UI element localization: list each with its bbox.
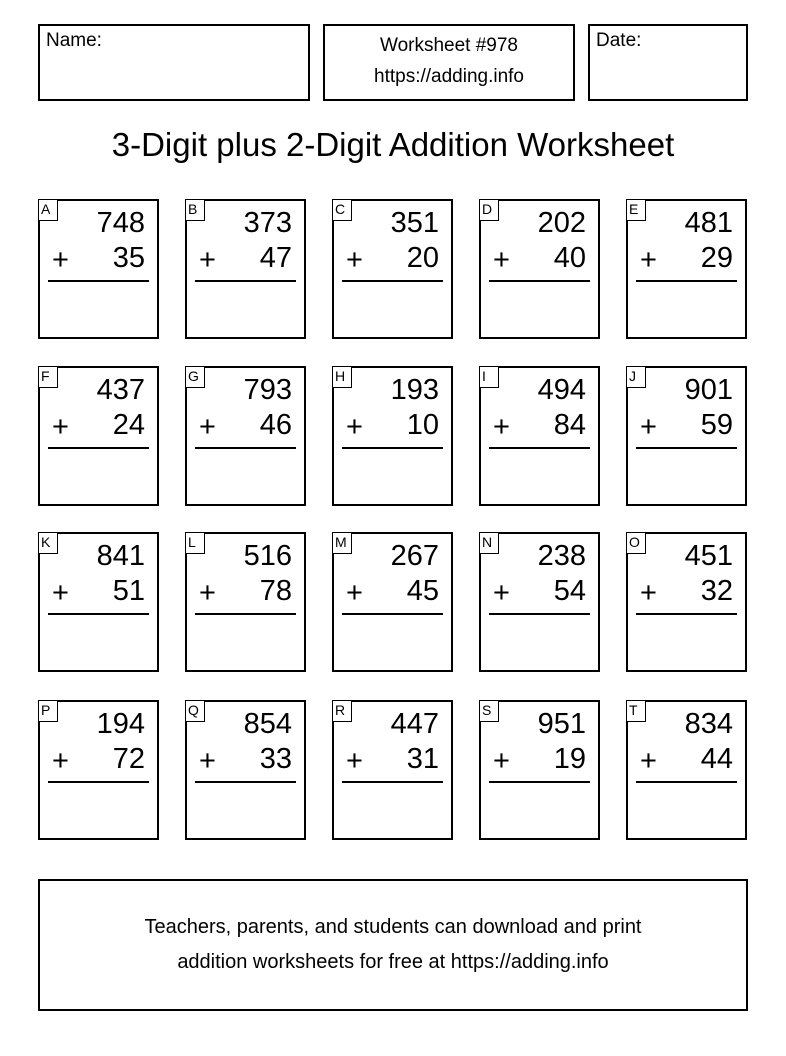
answer-line <box>636 447 737 449</box>
worksheet-website: https://adding.info <box>374 66 524 87</box>
problem-letter: H <box>332 366 352 388</box>
plus-sign: + <box>346 244 363 276</box>
bottom-addend: 84 <box>553 409 586 441</box>
answer-line <box>489 280 590 282</box>
bottom-addend: 45 <box>406 575 439 607</box>
plus-sign: + <box>52 244 69 276</box>
answer-line <box>489 613 590 615</box>
answer-line <box>342 447 443 449</box>
bottom-addend: 40 <box>553 242 586 274</box>
problem-letter: T <box>626 700 646 722</box>
top-addend: 193 <box>390 374 439 406</box>
top-addend: 437 <box>96 374 145 406</box>
problem-letter: B <box>185 199 205 221</box>
plus-sign: + <box>52 577 69 609</box>
bottom-addend: 35 <box>112 242 145 274</box>
top-addend: 451 <box>684 540 733 572</box>
top-addend: 901 <box>684 374 733 406</box>
worksheet-info-box <box>323 24 575 101</box>
answer-line <box>48 781 149 783</box>
footer-box <box>38 879 748 1011</box>
problem-cell <box>332 366 453 506</box>
name-label: Name: <box>46 30 102 51</box>
problem-cell <box>332 532 453 672</box>
problem-cell <box>38 199 159 339</box>
problem-letter: G <box>185 366 205 388</box>
top-addend: 447 <box>390 708 439 740</box>
plus-sign: + <box>346 411 363 443</box>
answer-line <box>195 781 296 783</box>
plus-sign: + <box>640 244 657 276</box>
problem-cell <box>185 532 306 672</box>
top-addend: 202 <box>537 207 586 239</box>
answer-line <box>195 447 296 449</box>
bottom-addend: 46 <box>259 409 292 441</box>
top-addend: 481 <box>684 207 733 239</box>
plus-sign: + <box>346 577 363 609</box>
problem-cell <box>38 532 159 672</box>
answer-line <box>342 280 443 282</box>
bottom-addend: 59 <box>700 409 733 441</box>
footer-line-1: Teachers, parents, and students can download and print <box>144 916 642 938</box>
plus-sign: + <box>493 244 510 276</box>
problem-cell <box>479 366 600 506</box>
problem-letter: M <box>332 532 352 554</box>
top-addend: 373 <box>243 207 292 239</box>
bottom-addend: 20 <box>406 242 439 274</box>
problem-letter: C <box>332 199 352 221</box>
answer-line <box>342 781 443 783</box>
problem-letter: F <box>38 366 58 388</box>
bottom-addend: 24 <box>112 409 145 441</box>
problem-cell <box>185 366 306 506</box>
plus-sign: + <box>199 411 216 443</box>
bottom-addend: 78 <box>259 575 292 607</box>
problem-letter: O <box>626 532 646 554</box>
answer-line <box>48 447 149 449</box>
top-addend: 351 <box>390 207 439 239</box>
plus-sign: + <box>52 745 69 777</box>
plus-sign: + <box>199 577 216 609</box>
problem-cell <box>332 700 453 840</box>
answer-line <box>342 613 443 615</box>
answer-line <box>48 280 149 282</box>
bottom-addend: 72 <box>112 743 145 775</box>
name-field-box[interactable] <box>38 24 310 101</box>
top-addend: 238 <box>537 540 586 572</box>
problem-letter: N <box>479 532 499 554</box>
bottom-addend: 29 <box>700 242 733 274</box>
top-addend: 793 <box>243 374 292 406</box>
plus-sign: + <box>640 745 657 777</box>
answer-line <box>195 280 296 282</box>
problem-cell <box>479 199 600 339</box>
problem-cell <box>626 532 747 672</box>
problem-cell <box>626 700 747 840</box>
problem-letter: J <box>626 366 646 388</box>
bottom-addend: 44 <box>700 743 733 775</box>
top-addend: 854 <box>243 708 292 740</box>
bottom-addend: 19 <box>553 743 586 775</box>
problem-letter: R <box>332 700 352 722</box>
date-label: Date: <box>596 30 642 51</box>
problem-cell <box>332 199 453 339</box>
answer-line <box>195 613 296 615</box>
bottom-addend: 31 <box>406 743 439 775</box>
top-addend: 516 <box>243 540 292 572</box>
top-addend: 841 <box>96 540 145 572</box>
problem-cell <box>626 199 747 339</box>
answer-line <box>636 781 737 783</box>
worksheet-title: 3-Digit plus 2-Digit Addition Worksheet <box>111 126 675 163</box>
plus-sign: + <box>199 745 216 777</box>
answer-line <box>489 447 590 449</box>
top-addend: 951 <box>537 708 586 740</box>
plus-sign: + <box>52 411 69 443</box>
top-addend: 194 <box>96 708 145 740</box>
top-addend: 748 <box>96 207 145 239</box>
problem-cell <box>38 366 159 506</box>
worksheet-number: Worksheet #978 <box>379 35 518 56</box>
bottom-addend: 32 <box>700 575 733 607</box>
plus-sign: + <box>640 411 657 443</box>
problem-letter: P <box>38 700 58 722</box>
plus-sign: + <box>346 745 363 777</box>
plus-sign: + <box>640 577 657 609</box>
answer-line <box>489 781 590 783</box>
answer-line <box>48 613 149 615</box>
answer-line <box>636 613 737 615</box>
problem-letter: D <box>479 199 499 221</box>
problem-cell <box>626 366 747 506</box>
top-addend: 267 <box>390 540 439 572</box>
problem-letter: I <box>479 366 499 388</box>
problem-cell <box>38 700 159 840</box>
problem-cell <box>185 700 306 840</box>
bottom-addend: 10 <box>406 409 439 441</box>
problem-letter: L <box>185 532 205 554</box>
problem-letter: K <box>38 532 58 554</box>
date-field-box[interactable] <box>588 24 748 101</box>
plus-sign: + <box>493 411 510 443</box>
bottom-addend: 47 <box>259 242 292 274</box>
bottom-addend: 51 <box>112 575 145 607</box>
plus-sign: + <box>199 244 216 276</box>
bottom-addend: 33 <box>259 743 292 775</box>
problem-cell <box>479 700 600 840</box>
top-addend: 494 <box>537 374 586 406</box>
problem-letter: S <box>479 700 499 722</box>
problem-letter: E <box>626 199 646 221</box>
plus-sign: + <box>493 577 510 609</box>
top-addend: 834 <box>684 708 733 740</box>
problem-cell <box>479 532 600 672</box>
problem-letter: Q <box>185 700 205 722</box>
answer-line <box>636 280 737 282</box>
problem-cell <box>185 199 306 339</box>
problem-letter: A <box>38 199 58 221</box>
plus-sign: + <box>493 745 510 777</box>
footer-line-2: addition worksheets for free at https://adding.info <box>177 951 609 973</box>
bottom-addend: 54 <box>553 575 586 607</box>
